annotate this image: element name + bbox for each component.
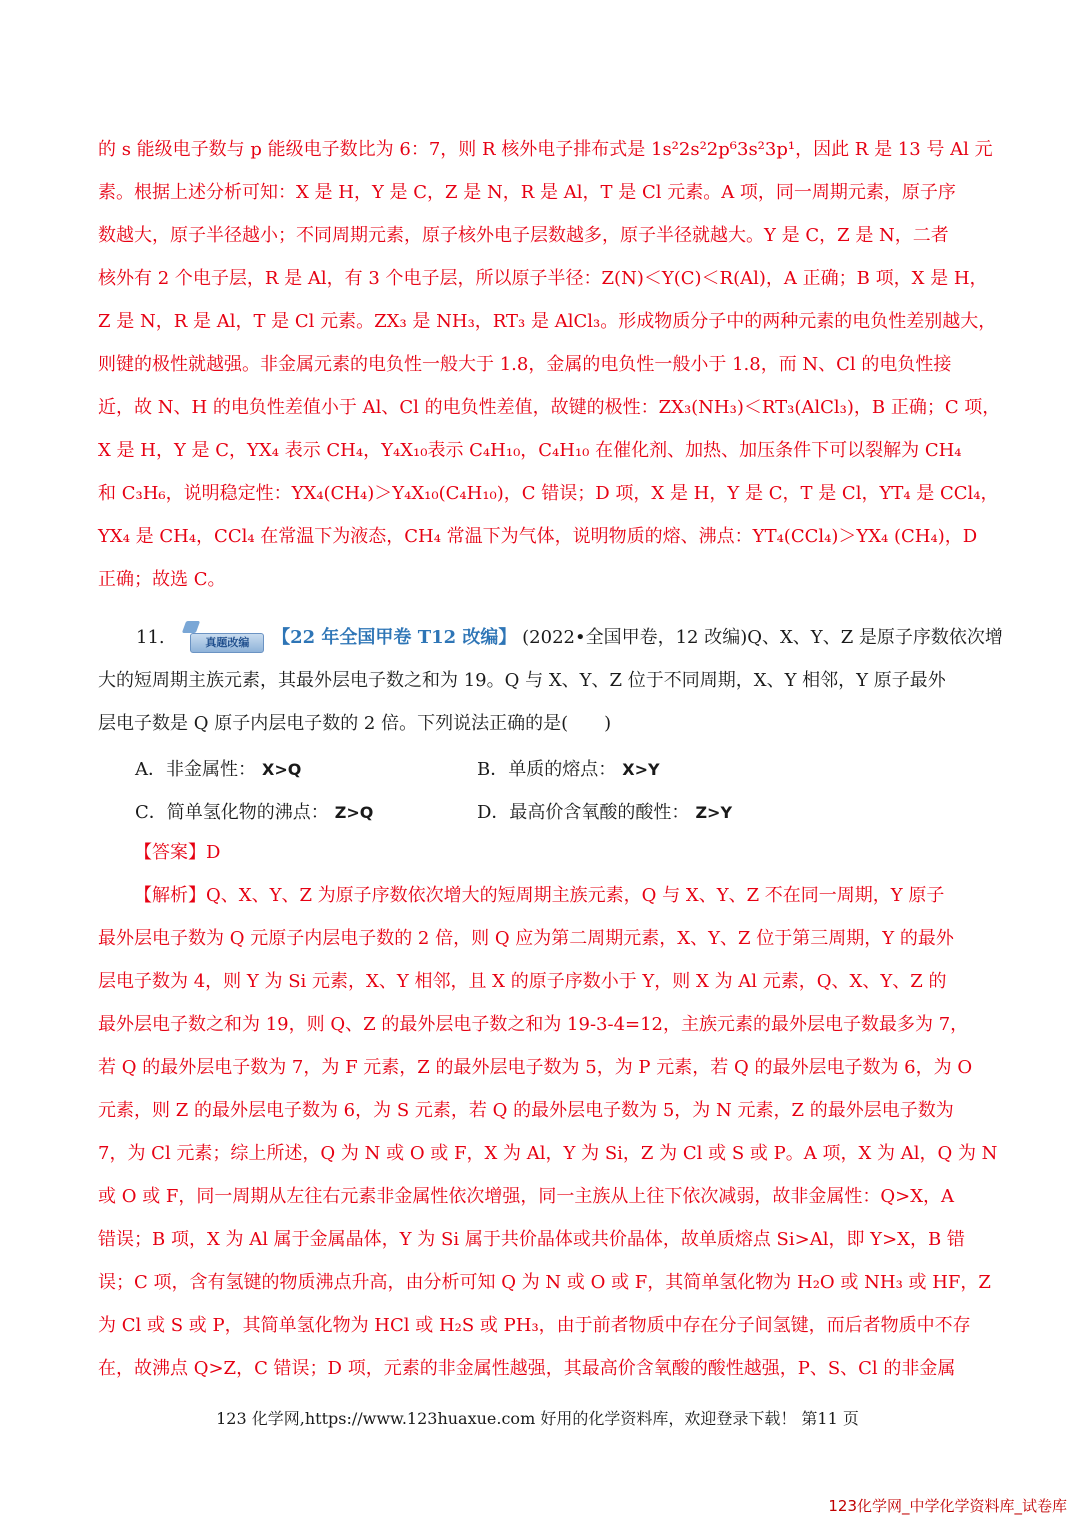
text-line: 最外层电子数为 Q 元原子内层电子数的 2 倍，则 Q 应为第二周期元素，X、Y、Z 位于第三周期，Y 的最外 (98, 928, 954, 949)
text-line: 误；C 项，含有氢键的物质沸点升高，由分析可知 Q 为 N 或 O 或 F，其简单氢化物为 H₂O 或 NH₃ 或 HF，Z (98, 1272, 991, 1293)
text-line: 元素，则 Z 的最外层电子数为 6，为 S 元素，若 Q 的最外层电子数为 5，为 N 元素，Z 的最外层电子数为 (98, 1100, 954, 1121)
option-a: A．非金属性： X>Q (135, 759, 302, 780)
text-line: 最外层电子数之和为 19，则 Q、Z 的最外层电子数之和为 19-3-4=12，主族元素的最外层电子数最多为 7， (98, 1014, 969, 1035)
question-number: 11. (136, 627, 165, 648)
text-line: 近，故 N、H 的电负性差值小于 Al、Cl 的电负性差值，故键的极性：ZX₃(NH₃)＜RT₃(AlCl₃)，B 正确；C 项， (98, 397, 1001, 418)
text-line: 或 O 或 F，同一周期从左往右元素非金属性依次增强，同一主族从上往下依次减弱，故非金属性：Q>X，A (98, 1186, 955, 1207)
text-line: YX₄ 是 CH₄，CCl₄ 在常温下为液态，CH₄ 常温下为气体，说明物质的熔、沸点：YT₄(CCl₄)＞YX₄ (CH₄)，D (98, 526, 978, 547)
option-b: B．单质的熔点： X>Y (477, 759, 660, 780)
page-footer: 123 化学网,https://www.123huaxue.com 好用的化学资料库，欢迎登录下载！ 第11 页 (216, 1409, 859, 1428)
question-stem-line: 大的短周期主族元素，其最外层电子数之和为 19。Q 与 X、Y、Z 位于不同周期，X、Y 相邻，Y 原子最外 (98, 670, 946, 691)
text-line: 和 C₃H₆，说明稳定性：YX₄(CH₄)＞Y₄X₁₀(C₄H₁₀)，C 错误；D 项，X 是 H，Y 是 C，T 是 Cl，YT₄ 是 CCl₄， (98, 483, 999, 504)
question-stem-line: 层电子数是 Q 原子内层电子数的 2 倍。下列说法正确的是( ) (98, 713, 612, 734)
source-tag: 【22 年全国甲卷 T12 改编】 (272, 627, 517, 648)
question-stem-line-1 (136, 626, 1003, 650)
text-line: 核外有 2 个电子层，R 是 Al，有 3 个电子层，所以原子半径：Z(N)＜Y(C)＜R(Al)，A 正确；B 项，X 是 H， (98, 268, 988, 289)
text-line: 数越大，原子半径越小；不同周期元素，原子核外电子层数越多，原子半径就越大。Y 是 C，Z 是 N，二者 (98, 225, 949, 246)
text-line: X 是 H，Y 是 C，YX₄ 表示 CH₄，Y₄X₁₀表示 C₄H₁₀，C₄H₁₀ 在催化剂、加热、加压条件下可以裂解为 CH₄ (98, 440, 962, 461)
text-line: 【解析】Q、X、Y、Z 为原子序数依次增大的短周期主族元素，Q 与 X、Y、Z 不在同一周期，Y 原子 (134, 885, 945, 906)
option-d: D．最高价含氧酸的酸性： Z>Y (477, 802, 733, 823)
text-line: 7，为 Cl 元素；综上所述，Q 为 N 或 O 或 F，X 为 Al，Y 为 Si，Z 为 Cl 或 S 或 P。A 项，X 为 Al，Q 为 N (98, 1143, 998, 1164)
site-watermark: 123化学网_中学化学资料库_试卷库 (828, 1497, 1067, 1515)
text-line: 层电子数为 4，则 Y 为 Si 元素，X、Y 相邻，且 X 的原子序数小于 Y，则 X 为 Al 元素，Q、X、Y、Z 的 (98, 971, 947, 992)
real-exam-badge-icon: 真题改编 (184, 627, 264, 649)
option-c: C．简单氢化物的沸点： Z>Q (135, 802, 374, 823)
text-line: 素。根据上述分析可知：X 是 H，Y 是 C，Z 是 N，R 是 Al，T 是 Cl 元素。A 项，同一周期元素，原子序 (98, 182, 956, 203)
stem-text: (2022•全国甲卷，12 改编)Q、X、Y、Z 是原子序数依次增 (522, 627, 1003, 648)
text-line: 为 Cl 或 S 或 P，其简单氢化物为 HCl 或 H₂S 或 PH₃，由于前者物质中存在分子间氢键，而后者物质中不存 (98, 1315, 971, 1336)
text-line: Z 是 N，R 是 Al，T 是 Cl 元素。ZX₃ 是 NH₃，RT₃ 是 AlCl₃。形成物质分子中的两种元素的电负性差别越大， (98, 311, 997, 332)
text-line: 错误；B 项，X 为 Al 属于金属晶体，Y 为 Si 属于共价晶体或共价晶体，故单质熔点 Si>Al，即 Y>X，B 错 (98, 1229, 965, 1250)
text-line: 则键的极性就越强。非金属元素的电负性一般大于 1.8，金属的电负性一般小于 1.8，而 N、Cl 的电负性接 (98, 354, 952, 375)
text-line: 的 s 能级电子数与 p 能级电子数比为 6：7，则 R 核外电子排布式是 1s²2s²2p⁶3s²3p¹，因此 R 是 13 号 Al 元 (98, 139, 993, 160)
text-line: 在，故沸点 Q>Z，C 错误；D 项，元素的非金属性越强，其最高价含氧酸的酸性越强，P、S、Cl 的非金属 (98, 1358, 956, 1379)
text-line: 正确；故选 C。 (98, 569, 226, 590)
text-line: 若 Q 的最外层电子数为 7，为 F 元素，Z 的最外层电子数为 5，为 P 元素，若 Q 的最外层电子数为 6，为 O (98, 1057, 973, 1078)
